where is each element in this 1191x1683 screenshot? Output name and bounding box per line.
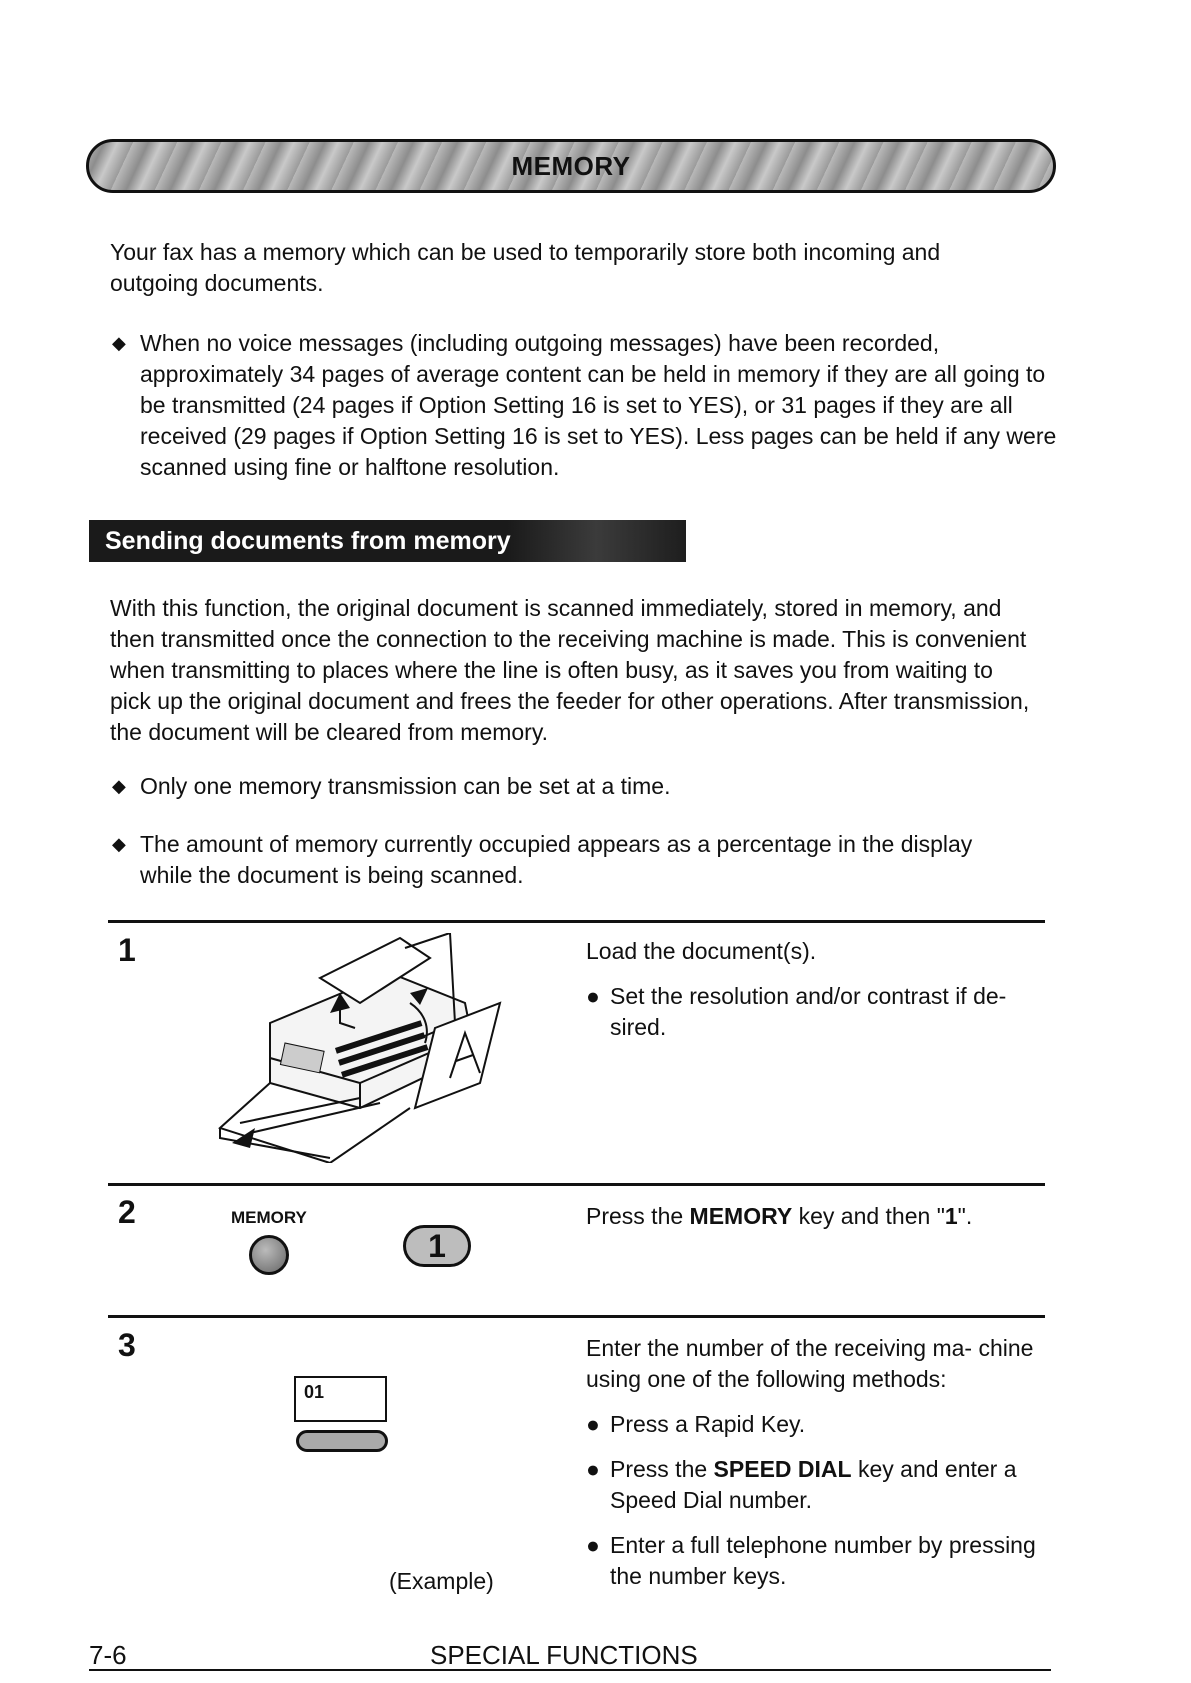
diamond-bullet-icon: ◆: [112, 776, 126, 796]
section-bullet: [112, 829, 980, 891]
step-sub-item: [586, 1530, 1046, 1592]
text-part: key and then ": [792, 1203, 945, 1229]
step-sub-text: [610, 1456, 1017, 1513]
rapid-key-icon: [296, 1430, 388, 1452]
page-number: 7-6: [89, 1640, 127, 1670]
text-part: Press the: [586, 1203, 690, 1229]
section-bullet-text: Only one memory transmission can be set at a time.: [140, 773, 671, 799]
step-sub-text: Press a Rapid Key.: [610, 1411, 806, 1437]
section-title: Sending documents from memory: [105, 526, 511, 555]
chapter-title: SPECIAL FUNCTIONS: [430, 1640, 698, 1670]
step-sub-item: [586, 981, 1046, 1043]
section-heading-bar: [89, 520, 686, 562]
step-number: 2: [118, 1194, 136, 1230]
memory-key-icon: [249, 1235, 289, 1275]
step-sub-text: Enter a full telephone number by pressing the number keys.: [610, 1532, 1036, 1589]
banner-title: MEMORY: [511, 150, 631, 181]
rapid-key-value: 01: [304, 1382, 325, 1402]
step-sub-item: [586, 1409, 1046, 1440]
intro-bullet: [112, 328, 1060, 483]
step-text: Enter the number of the receiving ma- chine using one of the following methods:: [586, 1335, 1034, 1392]
intro-bullet-text: When no voice messages (including outgoing messages) have been recorded, approximately 34 pages of average content can be held in memory if they are all going to be transmitted (24 pages if Option Setting 16 is set to YES), or 31 pages if they are all received (29 pages if Option Setting 16 is set to YES). Less pages can be held if any were scanned using fine or halftone resolution.: [140, 330, 1057, 480]
number-one-key: 1: [403, 1225, 471, 1267]
rapid-key-display: [294, 1376, 387, 1422]
section-description: With this function, the original document is scanned immediately, stored in memory, and then transmitted once the connection to the receiving machine is made. This is convenient when transmitting to places where the line is often busy, as it saves you from waiting to pick up the original document and frees the feeder for other operations. After transmission, the document will be cleared from memory.: [110, 595, 1030, 745]
diamond-bullet-icon: ◆: [112, 333, 126, 353]
key-name: MEMORY: [689, 1203, 793, 1229]
text-part: Press the: [610, 1456, 714, 1482]
step-number: 1: [118, 932, 136, 968]
section-banner: [86, 139, 1056, 193]
intro-paragraph: Your fax has a memory which can be used to temporarily store both incoming and outgoing documents.: [110, 239, 941, 296]
memory-key-label: MEMORY: [231, 1208, 307, 1227]
dot-bullet-icon: ●: [586, 1411, 600, 1437]
dot-bullet-icon: ●: [586, 1456, 600, 1482]
section-bullet-text: The amount of memory currently occupied appears as a percentage in the display while the document is being scanned.: [140, 831, 973, 888]
step-sub-item: [586, 1454, 1046, 1516]
step-text: [586, 1201, 1046, 1232]
step-text: Load the document(s).: [586, 938, 817, 964]
example-caption: (Example): [389, 1568, 494, 1594]
step-divider: [108, 1183, 1045, 1186]
step-sub-text: Set the resolution and/or contrast if de- sired.: [610, 983, 1007, 1040]
section-bullet: [112, 771, 1060, 802]
text-part: key and enter a Speed Dial number.: [610, 1456, 1017, 1513]
key-name: 1: [944, 1203, 958, 1229]
step-instructions: [586, 1333, 1046, 1606]
text-part: ".: [957, 1203, 973, 1229]
key-name: SPEED DIAL: [713, 1456, 852, 1482]
dot-bullet-icon: ●: [586, 983, 600, 1009]
step-divider: [108, 920, 1045, 923]
fax-machine-illustration: [210, 933, 510, 1163]
step-number: 3: [118, 1327, 136, 1363]
step-instructions: [586, 936, 1046, 1057]
diamond-bullet-icon: ◆: [112, 834, 126, 854]
dot-bullet-icon: ●: [586, 1532, 600, 1558]
step-instructions: [586, 1201, 1046, 1246]
step-divider: [108, 1315, 1045, 1318]
